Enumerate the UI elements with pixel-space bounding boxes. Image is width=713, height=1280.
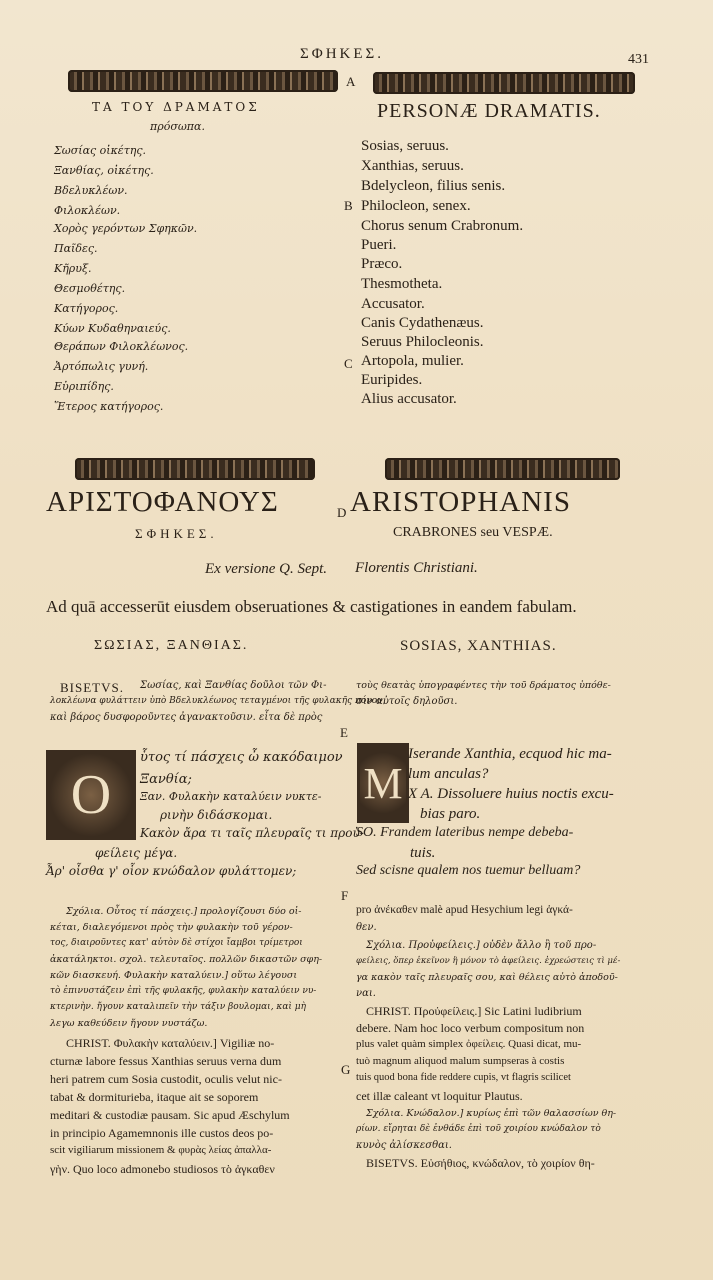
latin-persona: Artopola, mulier.	[361, 353, 464, 369]
margin-letter-e: E	[340, 725, 348, 740]
greek-persona: Βδελυκλέων.	[54, 184, 128, 197]
version-right: Florentis Christiani.	[355, 560, 478, 576]
bisetus-line: καὶ βάρος δυσφοροῦντες ἀγανακτοῦσιν. εἶτα δὲ πρὸς	[50, 712, 323, 723]
margin-letter-g: G	[341, 1062, 351, 1077]
margin-letter-c: C	[344, 356, 353, 371]
note-line: cet illæ caleant vt loquitur Plautus.	[356, 1089, 523, 1103]
scholia-line: τος, διαιροῦντες κατ' αὐτὸν δὲ στίχοι ἴαμβοι τρίμετροι	[50, 938, 303, 948]
verse-line: φείλεις μέγα.	[95, 846, 178, 860]
right-top-greek: σιν αὐτοῖς δηλοῦσι.	[356, 696, 458, 707]
latin-verse-line: bias paro.	[420, 806, 481, 822]
verse-line: Ξαν. Φυλακὴν καταλύειν νυκτε-	[140, 790, 322, 803]
running-title: ΣΦΗΚΕΣ.	[300, 46, 385, 62]
verse-line: Ἆρ' οἶσθα γ' οἷον κνώδαλον φυλάττομεν;	[46, 864, 297, 878]
latin-persona: Pueri.	[361, 237, 397, 253]
latin-persona: Xanthias, seruus.	[361, 158, 464, 174]
greek-speakers: ΣΩΣΙΑΣ, ΞΑΝΘΙΑΣ.	[94, 638, 249, 653]
note-line: BISETVS. Εὐσήθιος, κνώδαλον, τὸ χοιρίον θη-	[366, 1156, 595, 1170]
head-ornament-right	[373, 72, 635, 94]
christ-line: γὴν. Quo loco admonebo studiosos τὸ ἀγκαθεν	[50, 1162, 275, 1176]
note-line: κυνὸς ἀλίσκεσθαι.	[356, 1140, 452, 1151]
latin-verse-line: Iserande Xanthia, ecquod hic ma-	[408, 746, 612, 762]
bisetus-label: BISETVS.	[60, 680, 124, 695]
latin-persona: Bdelycleon, filius senis.	[361, 178, 506, 194]
scholia-line: λεγω καθεύδειν ἤγουν νυστάζω.	[50, 1018, 208, 1029]
christ-line: tabat & dormiturieba, itaque ait se soporem	[50, 1090, 259, 1104]
version-left: Ex versione Q. Sept.	[205, 561, 328, 577]
greek-persona: Ἀρτόπωλις γυνή.	[54, 360, 149, 373]
note-line: ρίων. εἴρηται δὲ ἐνθάδε ἐπὶ τοῦ χοιρίου κνώδαλον τὸ	[356, 1124, 601, 1134]
note-line: debere. Nam hoc loco verbum compositum non	[356, 1021, 585, 1035]
note-line: γα κακὸν ταῖς πλευραῖς σου, καὶ θέλεις αὐτὸ ἀποδοῦ-	[356, 972, 618, 983]
margin-letter-f: F	[341, 888, 349, 903]
greek-persona: Ξανθίας, οἰκέτης.	[54, 164, 154, 177]
scholia-line: κέται, διαλεγόμενοι πρὸς τὴν φυλακὴν τοῦ γέρον-	[50, 922, 293, 933]
right-top-greek: τοὺς θεατὰς ὑπογραφέντες τὴν τοῦ δράματος ὑπόθε-	[356, 680, 611, 691]
latin-persona: Accusator.	[361, 296, 425, 312]
greek-persona: Παῖδες.	[54, 242, 98, 255]
title-ornament-left	[75, 458, 315, 480]
scholia-line: τὸ ἐπινυστάζειν ἐπὶ τῆς φυλακῆς, φυλακὴν καταλύειν νυ-	[50, 986, 317, 996]
page-number: 431	[628, 52, 649, 67]
latin-persona: Canis Cydathenæus.	[361, 315, 484, 331]
subtitle: Ad quā accesserūt eiusdem obseruationes & castigationes in eandem fabulam.	[46, 597, 577, 616]
greek-personae-heading-2: πρόσωπα.	[150, 120, 205, 133]
latin-persona: Euripides.	[361, 372, 423, 388]
note-line: ναι.	[356, 988, 376, 999]
greek-persona: Θεράπων Φιλοκλέωνος.	[54, 340, 189, 353]
drop-cap-right: M	[357, 743, 409, 823]
greek-persona: Θεσμοθέτης.	[54, 282, 126, 295]
note-line: θεν.	[356, 922, 377, 933]
note-line: CHRIST. Προὐφείλεις.] Sic Latini ludibrium	[366, 1004, 582, 1018]
greek-persona: Κῆρυξ.	[54, 262, 92, 275]
note-line: pro ἀνέκαθεν malè apud Hesychium legi ἀγκά-	[356, 904, 573, 916]
title-ornament-right	[385, 458, 620, 480]
margin-letter-b: B	[344, 198, 353, 213]
bisetus-line: Σωσίας, καὶ Ξανθίας δοῦλοι τῶν Φι-	[140, 680, 327, 691]
christ-line: CHRIST. Φυλακὴν καταλύειν.] Vigiliæ no-	[66, 1036, 275, 1050]
christ-line: scit vigiliarum missionem & φυρὰς λείας ἀπαλλα-	[50, 1144, 272, 1156]
latin-verse-line: lum anculas?	[408, 766, 489, 782]
latin-verse-line: X A. Dissoluere huius noctis excu-	[408, 786, 614, 802]
note-line: plus valet quàm simplex ὀφείλεις. Quasi dicat, mu-	[356, 1038, 582, 1050]
latin-persona: Seruus Philocleonis.	[361, 334, 484, 350]
margin-letter-a: A	[346, 74, 356, 89]
latin-persona: Thesmotheta.	[361, 276, 443, 292]
verse-line: ρινὴν διδάσκομαι.	[160, 808, 273, 822]
verse-line: Κακὸν ἄρα τι ταῖς πλευραῖς τι προὐ-	[140, 826, 364, 840]
greek-personae-heading: ΤΑ ΤΟΥ ΔΡΑΜΑΤΟΣ	[92, 100, 260, 114]
christ-line: meditari & custodiæ pausam. Sic apud Æschylum	[50, 1108, 290, 1122]
bisetus-line: λοκλέωνα φυλάττειν ὑπὸ Βδελυκλέωνος τεταγμένοι τῆς φυλακῆς πόνον,	[50, 696, 386, 706]
greek-persona: Χορὸς γερόντων Σφηκῶν.	[54, 222, 198, 235]
latin-persona: Præco.	[361, 256, 403, 272]
scholia-line: κῶν διασκευή. Φυλακὴν καταλύειν.] οὕτω λέγουσι	[50, 970, 298, 981]
margin-letter-d: D	[337, 505, 347, 520]
greek-play-title: ΣΦΗΚΕΣ.	[135, 526, 218, 541]
latin-play-title: CRABRONES seu VESPÆ.	[393, 525, 553, 540]
greek-persona: Εὐριπίδης.	[54, 380, 114, 393]
latin-verse-line: tuis.	[410, 845, 436, 861]
scholia-line: ἀκατάληκτοι. σχολ. τελευταῖος. πολλῶν δικαστῶν σφη-	[50, 954, 323, 965]
christ-line: in principio Agamemnonis ille custos deos po-	[50, 1126, 274, 1140]
drop-cap-left: Ο	[46, 750, 136, 840]
verse-line: Ξανθία;	[140, 772, 192, 787]
latin-persona: Alius accusator.	[361, 391, 457, 407]
note-line: φείλεις, ὅπερ ἐκεῖνον ἢ μόνον τὸ ἀφείλεις. ἐχρεώστεις τὶ μέ-	[356, 956, 621, 966]
latin-personae-heading: PERSONÆ DRAMATIS.	[377, 100, 601, 122]
scholia-line: Σχόλια. Οὗτος τί πάσχεις.] προλογίζουσι δύο οἰ-	[66, 906, 302, 917]
head-ornament-left	[68, 70, 338, 92]
christ-line: cturnæ labore fessus Xanthias seruus verna dum	[50, 1054, 282, 1068]
verse-line: ὗτος τί πάσχεις ὦ κακόδαιμον	[140, 750, 343, 765]
note-line: tuis quod bona fide reddere cupis, vt flagris scilicet	[356, 1072, 571, 1083]
latin-persona: Philocleon, senex.	[361, 198, 471, 214]
latin-verse-line: Sed scisne qualem nos tuemur belluam?	[356, 863, 581, 878]
latin-persona: Chorus senum Crabronum.	[361, 218, 524, 234]
greek-author-title: ΑΡΙΣΤΟΦΑΝΟΥΣ	[46, 486, 279, 518]
note-line: Σχόλια. Κνώδαλον.] κυρίως ἐπὶ τῶν θαλασσίων θη-	[366, 1108, 617, 1119]
latin-speakers: SOSIAS, XANTHIAS.	[400, 638, 557, 654]
greek-persona: Φιλοκλέων.	[54, 204, 121, 217]
greek-persona: Ἕτερος κατήγορος.	[54, 400, 164, 413]
latin-verse-line: SO. Frandem lateribus nempe debeba-	[356, 825, 574, 840]
latin-persona: Sosias, seruus.	[361, 138, 449, 154]
christ-line: heri patrem cum Sosia custodit, oculis velut nic-	[50, 1072, 282, 1086]
note-line: Σχόλια. Προὐφείλεις.] οὐδὲν ἄλλο ἢ τοῦ προ-	[366, 940, 597, 951]
scholia-line: κτερινὴν. ἤγουν καταλιπεῖν τὴν τάξιν βουλομαι, καὶ μὴ	[50, 1002, 307, 1012]
greek-persona: Κατήγορος.	[54, 302, 119, 315]
note-line: tuò magnum aliquod malum sumpseras à costis	[356, 1055, 565, 1067]
latin-author-title: ARISTOPHANIS	[350, 486, 571, 518]
greek-persona: Σωσίας οἰκέτης.	[54, 144, 147, 157]
greek-persona: Κύων Κυδαθηναιεύς.	[54, 322, 171, 335]
